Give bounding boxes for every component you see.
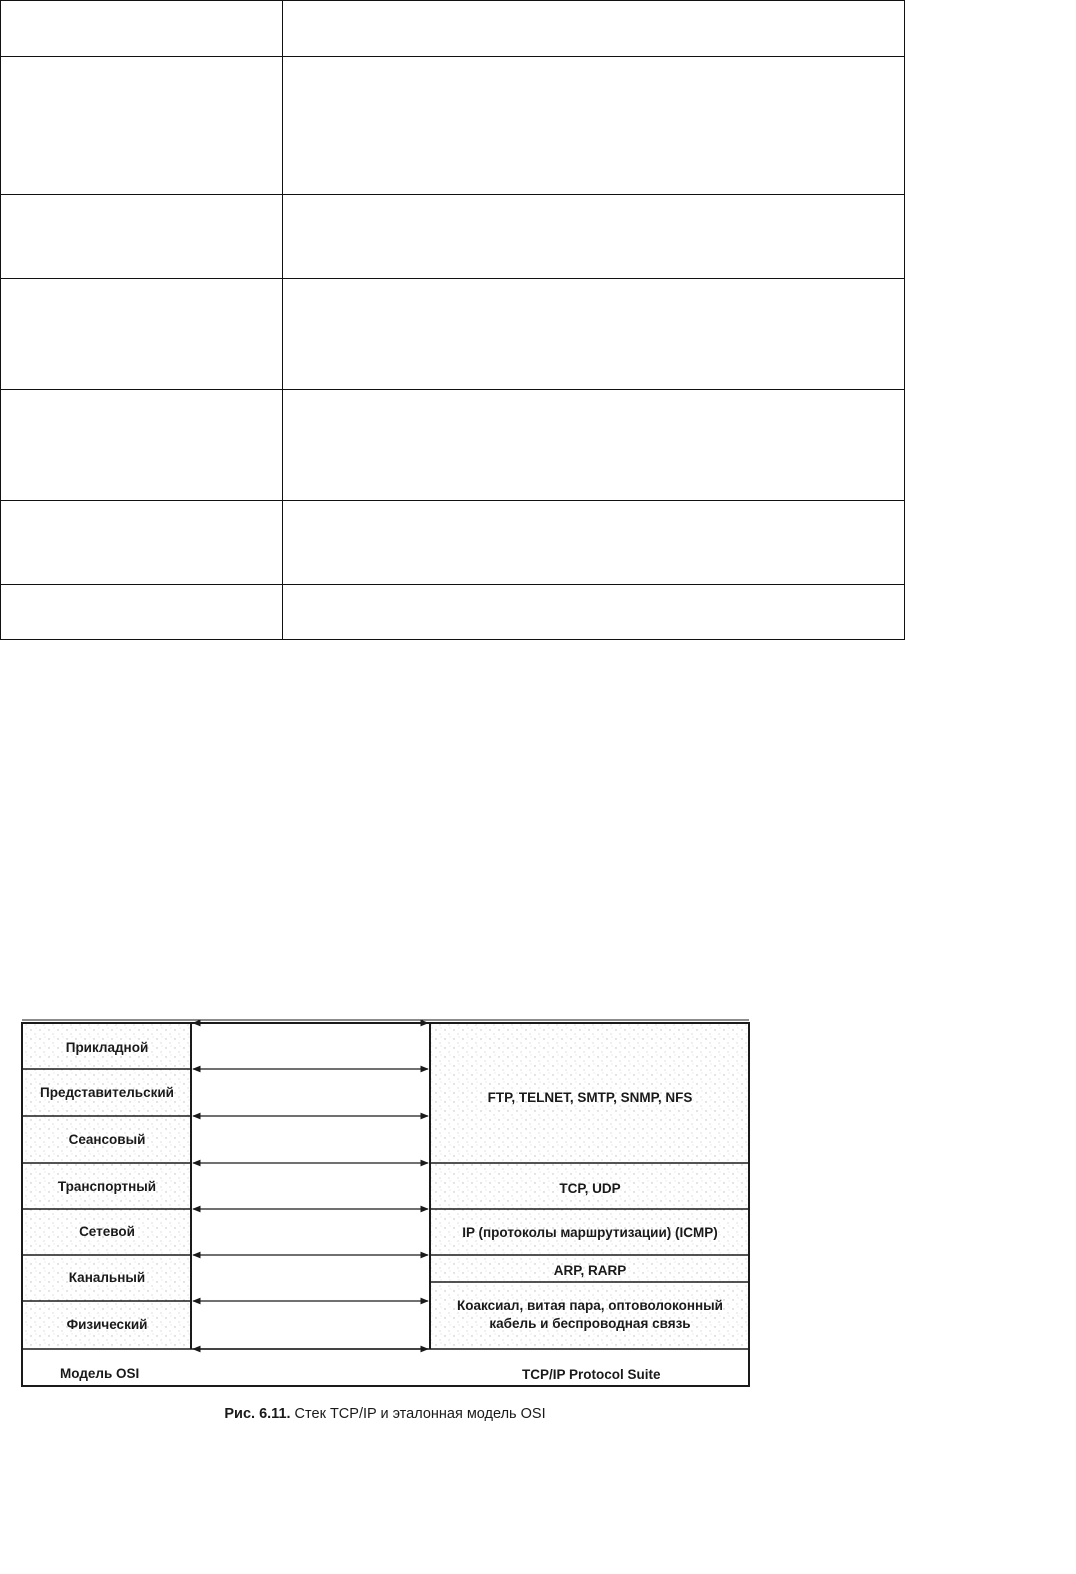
tcpip-suite-label: TCP/IP Protocol Suite [522,1367,661,1382]
osi-layer-datalink: Канальный [68,1270,146,1285]
table-cell [1,390,283,501]
figure-caption-text: Стек TCP/IP и эталонная модель OSI [290,1406,546,1422]
osi-layer-physical: Физический [66,1317,148,1332]
osi-layer-transport: Транспортный [57,1179,157,1194]
table-cell [1,585,283,640]
diagram-frame [20,1018,752,1390]
osi-tcpip-diagram [20,1018,752,1390]
table-cell [1,501,283,585]
table-cell [283,585,905,640]
osi-model-label: Модель OSI [60,1366,140,1381]
table-row [1,585,905,640]
figure-number: Рис. 6.11. [224,1406,291,1422]
table-cell [1,57,283,195]
table-cell [283,57,905,195]
osi-layer-session: Сеансовый [68,1132,146,1147]
tcpip-physical-media-line1: Коаксиал, витая пара, оптоволоконный [457,1298,723,1313]
tcpip-physical-media-line2: кабель и беспроводная связь [489,1316,691,1331]
empty-table [0,0,905,640]
table-cell [283,1,905,57]
table-row [1,57,905,195]
tcpip-internet-protocols: IP (протоколы маршрутизации) (ICMP) [462,1225,718,1240]
tcpip-link-protocols: ARP, RARP [553,1263,627,1278]
table-cell [283,501,905,585]
tcpip-transport-protocols: TCP, UDP [559,1181,621,1196]
table-row [1,195,905,279]
table-cell [1,1,283,57]
osi-layer-network: Сетевой [79,1224,135,1239]
table-cell [1,279,283,390]
table-cell [283,390,905,501]
table-cell [1,195,283,279]
osi-layer-presentation: Представительский [40,1085,174,1100]
figure-caption [0,1406,770,1422]
table-cell [283,195,905,279]
table-row [1,390,905,501]
osi-layer-application: Прикладной [65,1040,149,1055]
tcpip-application-protocols: FTP, TELNET, SMTP, SNMP, NFS [487,1090,693,1105]
table-cell [283,279,905,390]
table-row [1,1,905,57]
table-row [1,279,905,390]
table-row [1,501,905,585]
